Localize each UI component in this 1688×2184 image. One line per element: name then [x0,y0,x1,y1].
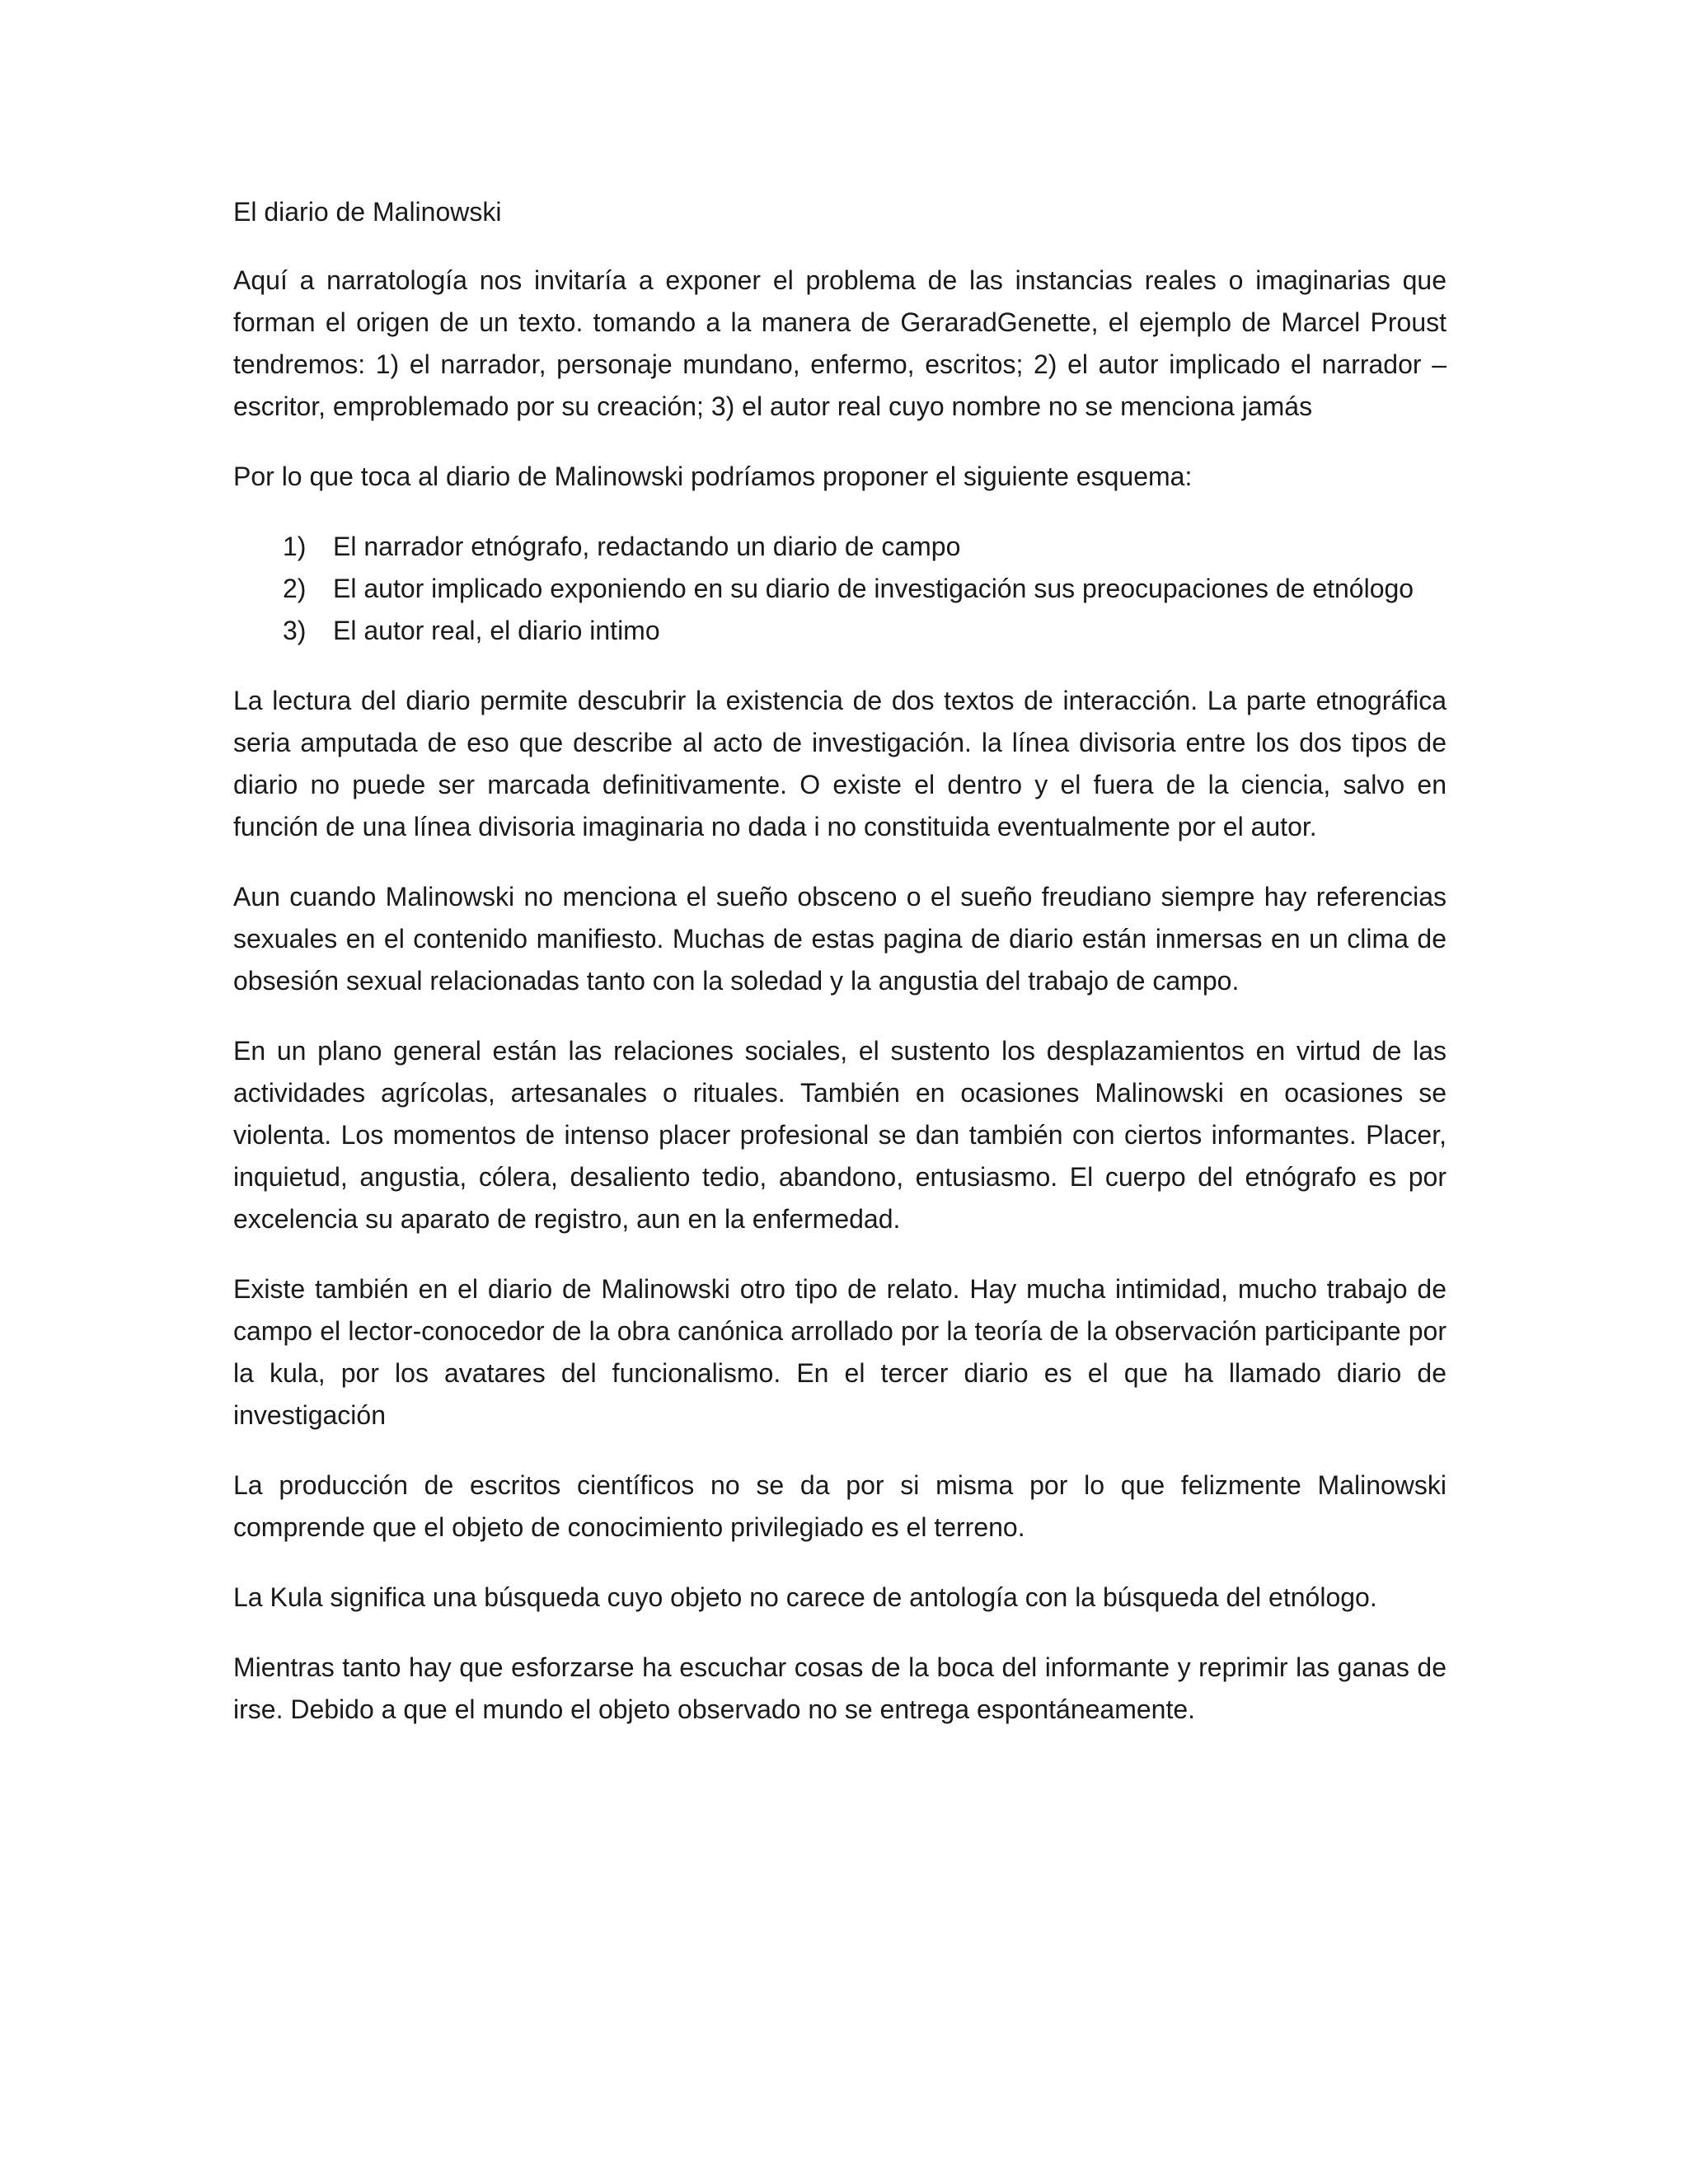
paragraph-scheme-intro: Por lo que toca al diario de Malinowski podríamos proponer el siguiente esquema: [233,462,1193,491]
paragraph-reading: La lectura del diario permite descubrir la existencia de dos textos de interacción. La parte etnográfica seria amputada de eso que describe al acto de investigación. la línea divisoria entre los dos tipos de diario no puede ser marcada definitivamente. O existe el dentro y el fuera de la ciencia, salvo en función de una línea divisoria imaginaria no dada i no constituida eventualmente por el autor. [233,686,1447,841]
list-item-number: 1) [283,532,307,561]
paragraph-informant: Mientras tanto hay que esforzarse ha escuchar cosas de la boca del informante y reprimir las ganas de irse. Debido a que el mundo el objeto observado no se entrega espontáneamente. [233,1652,1447,1724]
list-item [233,610,1447,652]
paragraph-kula: La Kula significa una búsqueda cuyo objeto no carece de antología con la búsqueda del etnólogo. [233,1582,1377,1612]
list-item [233,526,1447,568]
list-item-text: El autor implicado exponiendo en su diario de investigación sus preocupaciones de etnólogo [333,574,1414,603]
document-title: El diario de Malinowski [233,197,502,227]
paragraph-dreams: Aun cuando Malinowski no menciona el sueño obsceno o el sueño freudiano siempre hay referencias sexuales en el contenido manifiesto. Muchas de estas pagina de diario están inmersas en un clima de obsesión sexual relacionadas tanto con la soledad y la angustia del trabajo de campo. [233,882,1447,996]
paragraph-narratology: Aquí a narratología nos invitaría a exponer el problema de las instancias reales o imaginarias que forman el origen de un texto. tomando a la manera de GeraradGenette, el ejemplo de Marcel Proust tendremos: 1) el narrador, personaje mundano, enfermo, escritos; 2) el autor implicado el narrador – escritor, emproblemado por su creación; 3) el autor real cuyo nombre no se menciona jamás [233,265,1447,421]
list-item [233,568,1447,610]
paragraph-scientific-writing: La producción de escritos científicos no se da por si misma por lo que felizmente Malinowski comprende que el objeto de conocimiento privilegiado es el terreno. [233,1470,1447,1542]
list-item-text: El narrador etnógrafo, redactando un diario de campo [333,532,961,561]
document-body [233,191,1447,1759]
scheme-list [233,526,1447,652]
paragraph-social-relations: En un plano general están las relaciones sociales, el sustento los desplazamientos en virtud de las actividades agrícolas, artesanales o rituales. También en ocasiones Malinowski en ocasiones se violenta. Los momentos de intenso placer profesional se dan también con ciertos informantes. Placer, inquietud, angustia, cólera, desaliento tedio, abandono, entusiasmo. El cuerpo del etnógrafo es por excelencia su aparato de registro, aun en la enfermedad. [233,1036,1447,1234]
list-item-text: El autor real, el diario intimo [333,616,660,645]
paragraph-other-narrative: Existe también en el diario de Malinowski otro tipo de relato. Hay mucha intimidad, mucho trabajo de campo el lector-conocedor de la obra canónica arrollado por la teoría de la observación participante por la kula, por los avatares del funcionalismo. En el tercer diario es el que ha llamado diario de investigación [233,1274,1447,1430]
list-item-number: 2) [283,574,307,603]
list-item-number: 3) [283,616,307,645]
